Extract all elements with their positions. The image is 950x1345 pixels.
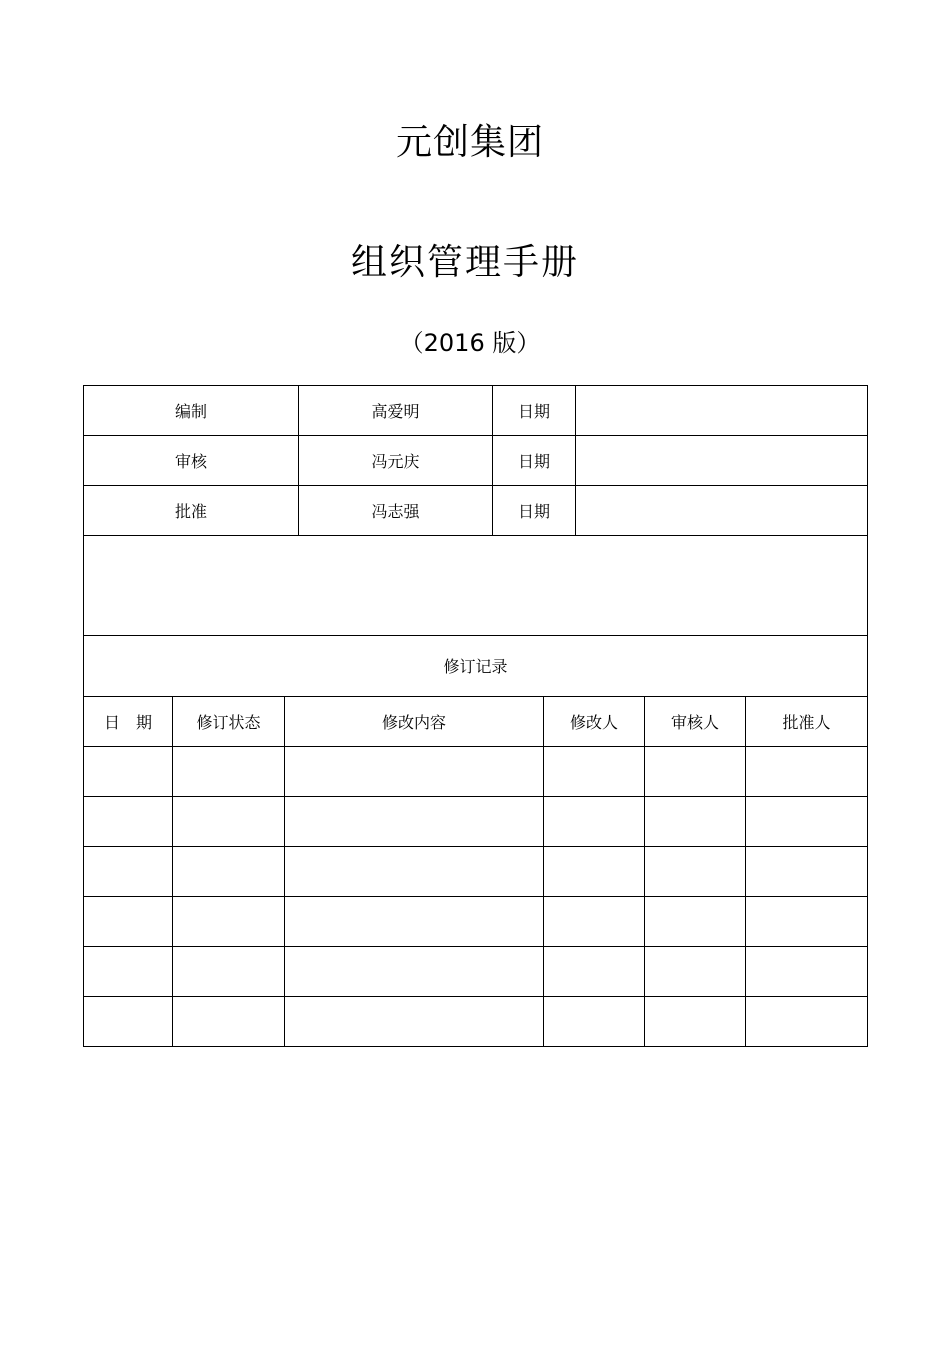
table-cell	[285, 946, 544, 996]
table-cell	[544, 896, 645, 946]
table-cell	[84, 996, 173, 1046]
table-row	[84, 946, 868, 996]
signoff-date-label: 日期	[493, 436, 576, 486]
table-cell	[544, 796, 645, 846]
signoff-date-value	[576, 436, 868, 486]
signoff-row-compile	[84, 386, 868, 436]
table-cell	[746, 746, 868, 796]
table-cell	[746, 846, 868, 896]
table-row	[84, 846, 868, 896]
signoff-role-cell: 编制	[84, 386, 299, 436]
table-row	[84, 896, 868, 946]
company-name: 元创集团	[395, 122, 544, 163]
table-cell	[173, 796, 285, 846]
table-cell	[285, 746, 544, 796]
header-modifier: 修改人	[544, 696, 645, 746]
signoff-date-label: 日期	[493, 486, 576, 536]
table-cell	[746, 996, 868, 1046]
table-cell	[645, 746, 746, 796]
signoff-role-cell: 审核	[84, 436, 299, 486]
table-cell	[173, 846, 285, 896]
table-cell	[746, 796, 868, 846]
signoff-row-review	[84, 436, 868, 486]
table-row	[84, 746, 868, 796]
signoff-blank-row	[84, 536, 868, 636]
signoff-row-approve	[84, 486, 868, 536]
table-cell	[285, 846, 544, 896]
signoff-table	[83, 385, 868, 636]
table-cell	[84, 846, 173, 896]
signoff-date-value	[576, 386, 868, 436]
table-cell	[84, 746, 173, 796]
table-cell	[285, 896, 544, 946]
table-cell	[285, 996, 544, 1046]
table-cell	[544, 946, 645, 996]
header-content: 修改内容	[285, 696, 544, 746]
table-cell	[746, 896, 868, 946]
table-row	[84, 996, 868, 1046]
blank-cell	[84, 536, 868, 636]
signoff-role-cell: 批准	[84, 486, 299, 536]
signoff-name-cell: 高爱明	[299, 386, 493, 436]
table-cell	[746, 946, 868, 996]
signoff-date-value	[576, 486, 868, 536]
header-status: 修订状态	[173, 696, 285, 746]
table-cell	[645, 846, 746, 896]
table-cell	[84, 946, 173, 996]
table-cell	[645, 796, 746, 846]
table-cell	[84, 896, 173, 946]
table-cell	[285, 796, 544, 846]
table-cell	[544, 996, 645, 1046]
revision-header-row	[84, 696, 868, 746]
table-cell	[173, 746, 285, 796]
signoff-name-cell: 冯元庆	[299, 436, 493, 486]
table-row	[84, 796, 868, 846]
table-cell	[544, 846, 645, 896]
revision-title: 修订记录	[84, 636, 868, 696]
document-title: 组织管理手册	[350, 242, 579, 283]
table-cell	[173, 996, 285, 1046]
header-reviewer: 审核人	[645, 696, 746, 746]
signoff-name-cell: 冯志强	[299, 486, 493, 536]
table-cell	[544, 746, 645, 796]
table-cell	[173, 896, 285, 946]
revision-table	[83, 636, 868, 1047]
table-cell	[645, 996, 746, 1046]
table-cell	[645, 896, 746, 946]
edition-label: （2016 版）	[399, 329, 541, 357]
table-cell	[645, 946, 746, 996]
signoff-date-label: 日期	[493, 386, 576, 436]
table-cell	[173, 946, 285, 996]
header-approver: 批准人	[746, 696, 868, 746]
table-cell	[84, 796, 173, 846]
revision-title-row	[84, 636, 868, 696]
header-date: 日 期	[84, 696, 173, 746]
